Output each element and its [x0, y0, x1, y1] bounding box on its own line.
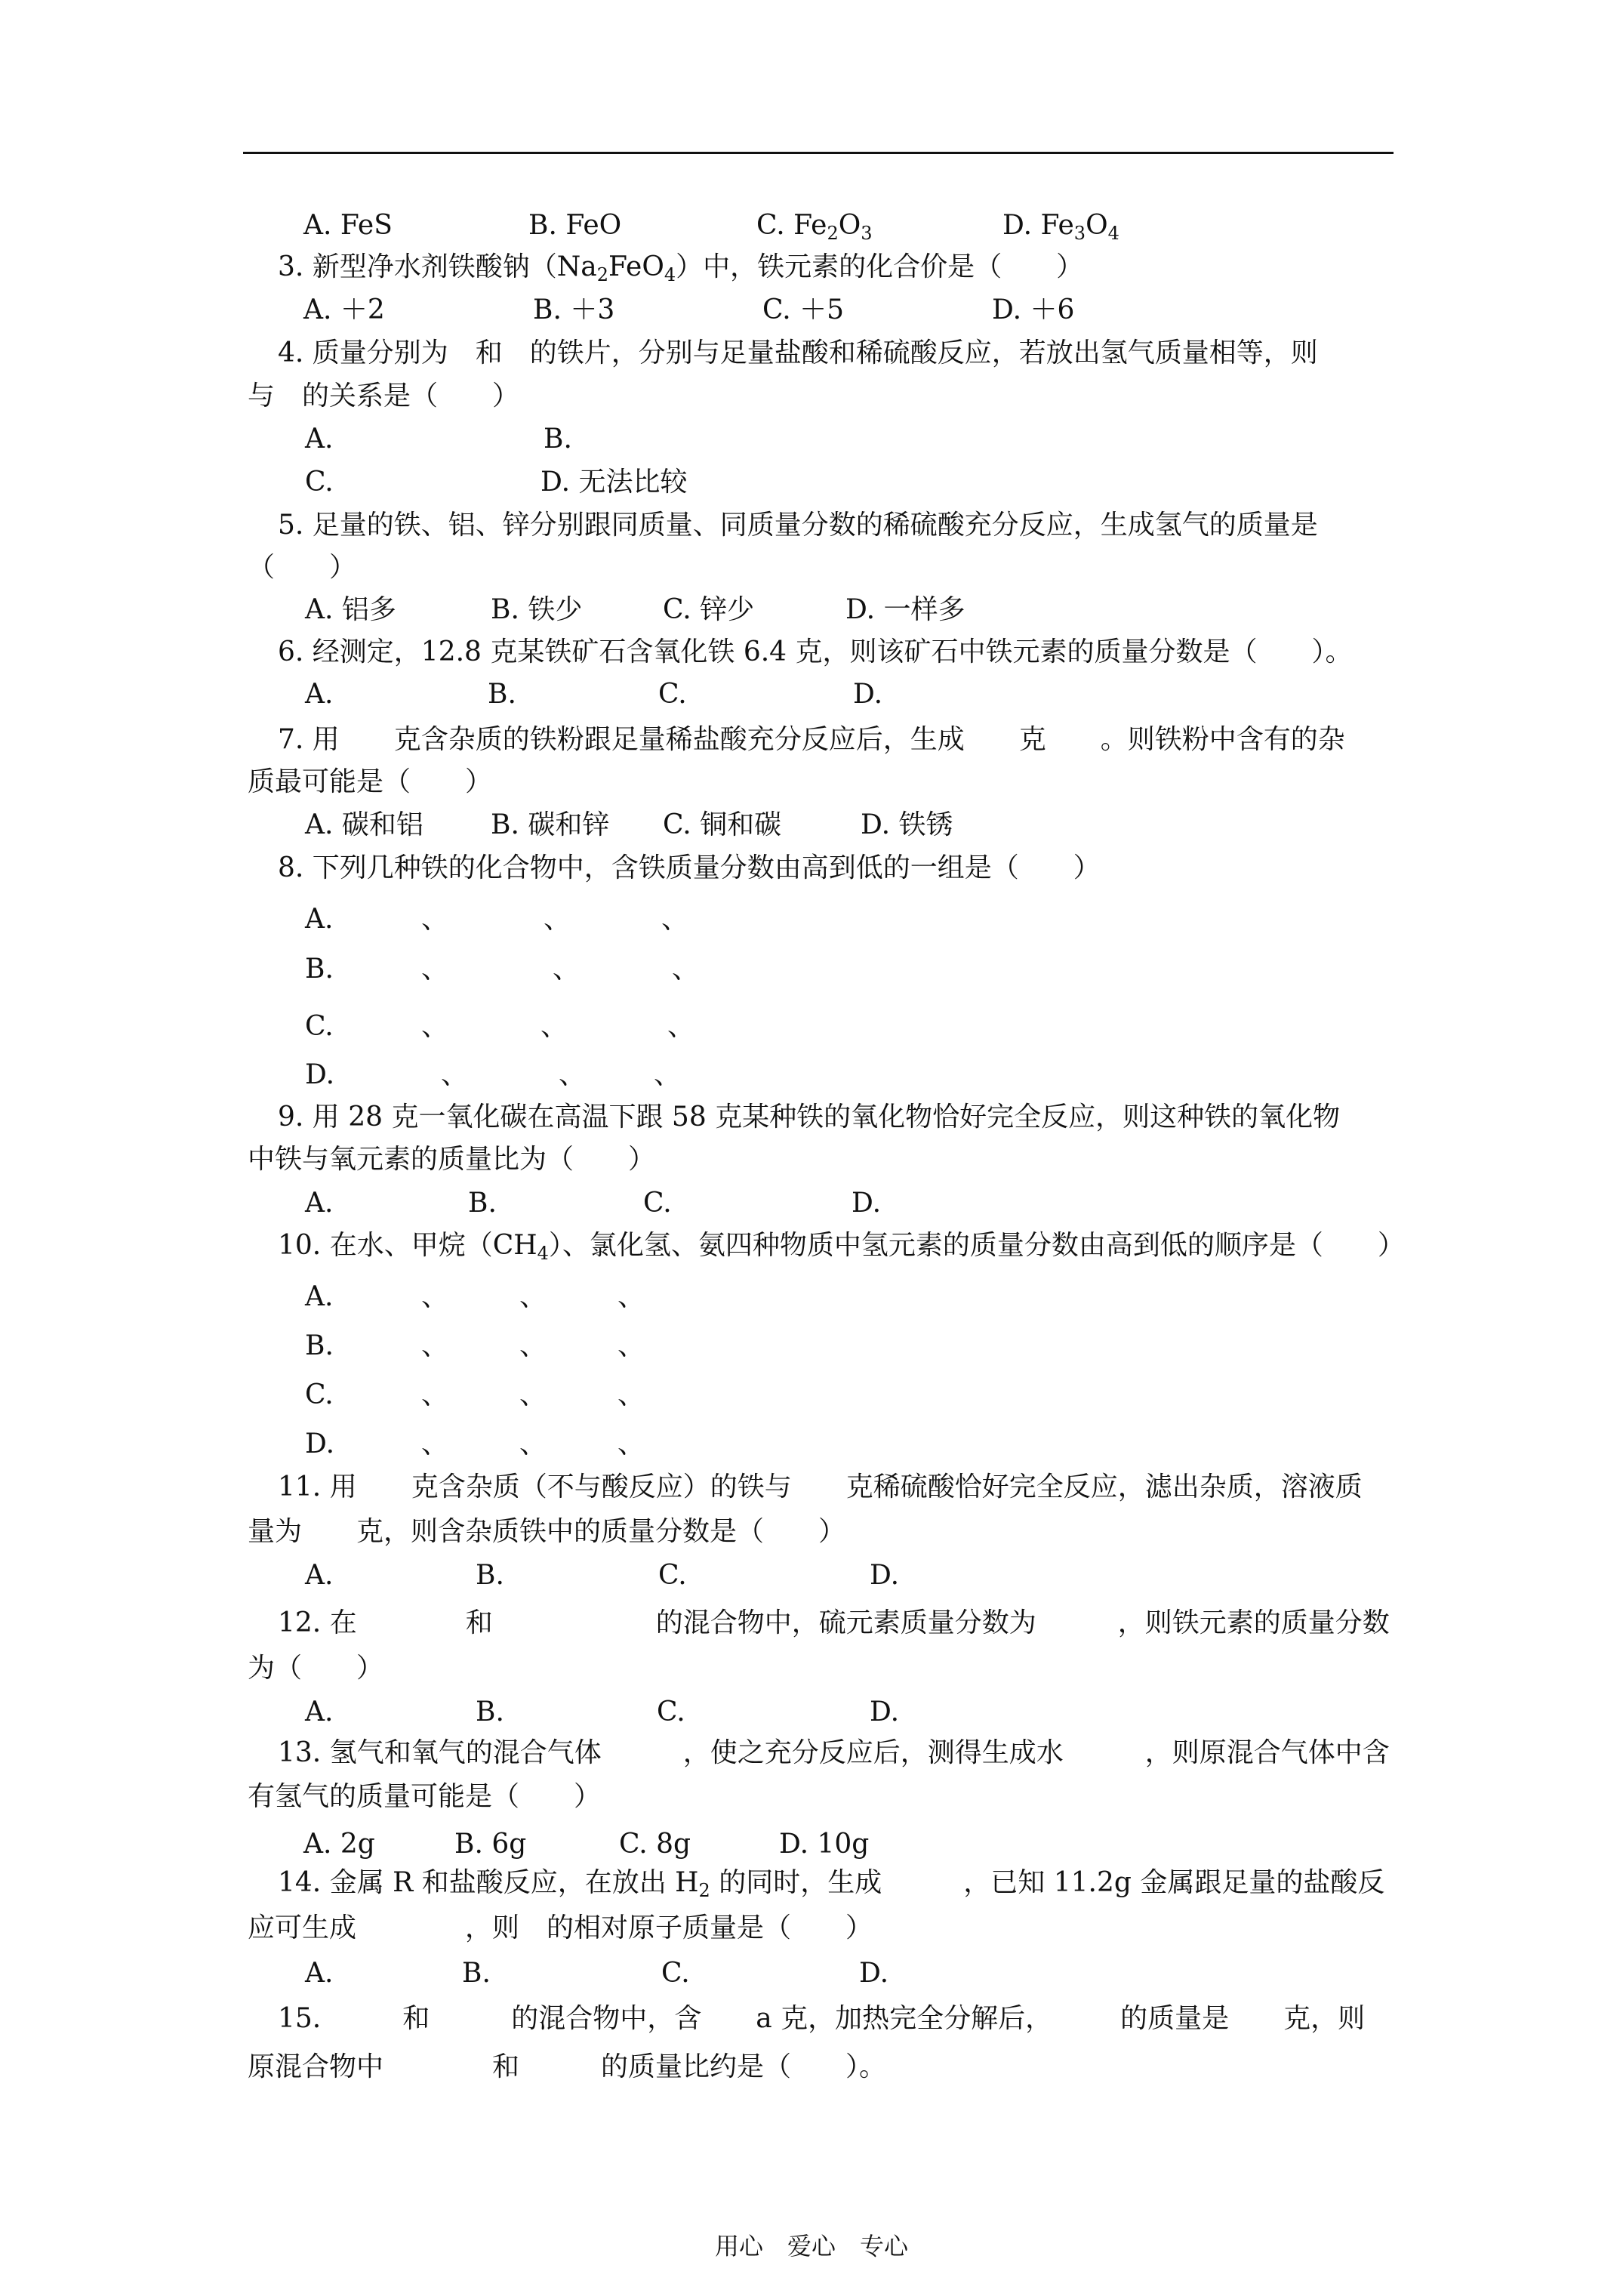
- q8-option-b: B.: [305, 954, 334, 985]
- q9-stem-line1: 9. 用 28 克一氧化碳在高温下跟 58 克某种铁的氧化物恰好完全反应，则这种铁的氧化物: [278, 1102, 1341, 1133]
- q6-option-b: B.: [488, 679, 516, 710]
- q10-option-b: B.: [305, 1330, 334, 1361]
- q12-stem-line1: 12. 在 和 的混合物中，硫元素质量分数为 ，则铁元素的质量分数: [278, 1607, 1390, 1638]
- q5-option-c: C. 锌少: [663, 594, 755, 625]
- q14-option-c: C.: [661, 1958, 690, 1989]
- q10-sep: 、: [617, 1330, 645, 1361]
- q7-option-d: D. 铁锈: [861, 809, 953, 840]
- q11-stem-line2: 量为 克，则含杂质铁中的质量分数是（ ）: [248, 1516, 846, 1547]
- q9-option-b: B.: [468, 1188, 497, 1219]
- q10-sep: 、: [421, 1379, 449, 1410]
- q7-option-b: B. 碳和锌: [491, 809, 610, 840]
- q8-option-a-sep-1: 、: [421, 904, 449, 935]
- q10-sep: 、: [617, 1428, 645, 1459]
- q2-option-c: C. $Fe_2O_3$: [756, 210, 873, 244]
- q10-sep: 、: [421, 1330, 449, 1361]
- q8-option-c-sep-1: 、: [421, 1011, 449, 1042]
- q4-stem-line2: 与 的关系是（ ）: [248, 381, 520, 411]
- q4-option-a: A.: [305, 424, 334, 455]
- q8-option-d: D.: [305, 1059, 335, 1090]
- q10-sep: 、: [519, 1330, 547, 1361]
- q8-stem: 8. 下列几种铁的化合物中，含铁质量分数由高到低的一组是（ ）: [278, 852, 1101, 883]
- q8-option-a: A.: [305, 904, 334, 935]
- q9-option-c: C.: [643, 1188, 672, 1219]
- q5-option-d: D. 一样多: [845, 594, 965, 625]
- q2-option-a: A. FeS: [303, 210, 393, 241]
- q13-option-d: D. 10g: [779, 1829, 870, 1860]
- q14-option-b: B.: [462, 1958, 491, 1989]
- q9-stem-line2: 中铁与氧元素的质量比为（ ）: [248, 1144, 656, 1175]
- q8-option-c-sep-2: 、: [540, 1011, 568, 1042]
- q4-option-b: B.: [544, 424, 572, 455]
- q10-sep: 、: [617, 1379, 645, 1410]
- q14-option-a: A.: [305, 1958, 334, 1989]
- q10-option-c: C.: [305, 1379, 334, 1410]
- q4-option-d: D. 无法比较: [540, 467, 688, 498]
- q6-option-a: A.: [305, 679, 334, 710]
- q12-option-d: D.: [870, 1697, 900, 1727]
- q9-option-a: A.: [305, 1188, 334, 1219]
- q13-option-c: C. 8g: [619, 1829, 691, 1860]
- q8-option-b-sep-2: 、: [553, 954, 581, 985]
- q11-option-a: A.: [305, 1560, 334, 1591]
- q11-option-d: D.: [870, 1560, 900, 1591]
- q10-sep: 、: [519, 1428, 547, 1459]
- q8-option-a-sep-3: 、: [661, 904, 689, 935]
- q2-option-b: B. FeO: [528, 210, 622, 241]
- q8-option-d-sep-3: 、: [654, 1059, 682, 1090]
- q9-option-d: D.: [852, 1188, 882, 1219]
- q4-option-c: C.: [305, 467, 334, 498]
- q10-sep: 、: [617, 1281, 645, 1312]
- q13-option-b: B. 6g: [454, 1829, 527, 1860]
- q13-stem-line2: 有氢气的质量可能是（ ）: [248, 1781, 602, 1812]
- q15-stem-line2: 原混合物中 和 的质量比约是（ ）。: [248, 2051, 887, 2082]
- q12-option-a: A.: [305, 1697, 334, 1727]
- q8-option-b-sep-3: 、: [672, 954, 700, 985]
- q10-option-a: A.: [305, 1281, 334, 1312]
- q6-option-c: C.: [658, 679, 687, 710]
- q2-option-d: D. $Fe_3O_4$: [1002, 210, 1119, 244]
- q5-option-b: B. 铁少: [491, 594, 583, 625]
- q12-stem-line2: 为（ ）: [248, 1653, 384, 1684]
- q5-stem-line2: （ ）: [248, 552, 357, 583]
- q7-stem-line2: 质最可能是（ ）: [248, 766, 493, 797]
- q15-stem-line1: 15. 和 的混合物中，含 a 克，加热完全分解后， 的质量是 克，则: [278, 2003, 1366, 2034]
- q10-sep: 、: [519, 1379, 547, 1410]
- q3-option-c: C. ＋5: [762, 294, 845, 325]
- q3-option-b: B. ＋3: [533, 294, 615, 325]
- q3-option-d: D. ＋6: [992, 294, 1075, 325]
- q6-stem: 6. 经测定，12.8 克某铁矿石含氧化铁 6.4 克，则该矿石中铁元素的质量分数是（ ）。: [278, 636, 1353, 667]
- q14-stem-line1: 14. 金属 R 和盐酸反应，在放出 $H_2$ 的同时，生成 ，已知 11.2g 金属跟足量的盐酸反: [278, 1867, 1385, 1901]
- q3-stem: 3. 新型净水剂铁酸钠$(Na_2FeO_4)$中，铁元素的化合价是（ ）: [278, 251, 1084, 285]
- q13-option-a: A. 2g: [303, 1829, 375, 1860]
- q14-option-d: D.: [859, 1958, 889, 1989]
- q10-sep: 、: [421, 1281, 449, 1312]
- q13-stem-line1: 13. 氢气和氧气的混合气体 ，使之充分反应后，测得生成水 ，则原混合气体中含: [278, 1737, 1390, 1768]
- q5-stem-line1: 5. 足量的铁、铝、锌分别跟同质量、同质量分数的稀硫酸充分反应，生成氢气的质量是: [278, 510, 1318, 541]
- q7-option-a: A. 碳和铝: [305, 809, 423, 840]
- q8-option-a-sep-2: 、: [544, 904, 571, 935]
- q10-sep: 、: [519, 1281, 547, 1312]
- q8-option-c: C.: [305, 1011, 334, 1042]
- q12-option-c: C.: [657, 1697, 685, 1727]
- q8-option-d-sep-1: 、: [441, 1059, 469, 1090]
- q8-option-d-sep-2: 、: [559, 1059, 587, 1090]
- q8-option-c-sep-3: 、: [667, 1011, 695, 1042]
- q11-stem-line1: 11. 用 克含杂质（不与酸反应）的铁与 克稀硫酸恰好完全反应，滤出杂质，溶液质: [278, 1472, 1363, 1502]
- q11-option-c: C.: [658, 1560, 687, 1591]
- q4-stem-line1: 4. 质量分别为 和 的铁片，分别与足量盐酸和稀硫酸反应，若放出氢气质量相等，则: [278, 337, 1318, 368]
- q8-option-b-sep-1: 、: [421, 954, 449, 985]
- q10-stem: 10. 在水、甲烷$(CH_4)$、氯化氢、氨四种物质中氢元素的质量分数由高到低的顺序是（ ）: [278, 1230, 1405, 1264]
- q7-stem-line1: 7. 用 克含杂质的铁粉跟足量稀盐酸充分反应后，生成 克 。则铁粉中含有的杂: [278, 724, 1345, 755]
- q10-sep: 、: [421, 1428, 449, 1459]
- header-rule: [243, 152, 1394, 154]
- q7-option-c: C. 铜和碳: [663, 809, 782, 840]
- q5-option-a: A. 铝多: [305, 594, 396, 625]
- q10-option-d: D.: [305, 1428, 335, 1459]
- q3-option-a: A. ＋2: [303, 294, 385, 325]
- page-footer: 用心 爱心 专心: [714, 2232, 908, 2261]
- q12-option-b: B.: [476, 1697, 504, 1727]
- q14-stem-line2: 应可生成 ，则 的相对原子质量是（ ）: [248, 1912, 873, 1943]
- q6-option-d: D.: [853, 679, 883, 710]
- q11-option-b: B.: [476, 1560, 504, 1591]
